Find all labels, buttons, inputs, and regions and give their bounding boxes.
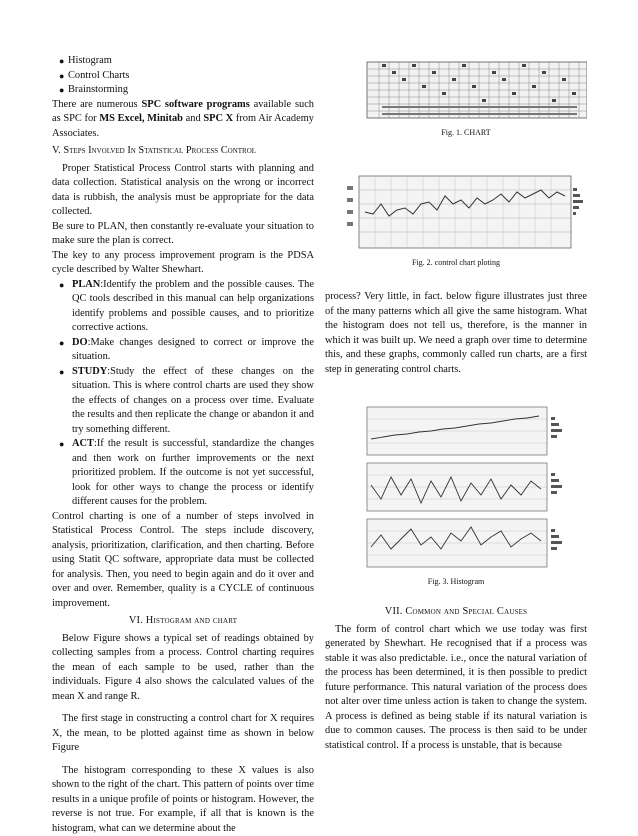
paragraph: Below Figure shows a typical set of readings obtained by collecting samples from a process. Control charting requires the mean of each sample to be used, rather than the individuals. Figure 4 also shows the calculated values of the mean X and range R.: [52, 632, 314, 705]
figure-2-caption: Fig. 2. control chart ploting: [325, 258, 587, 268]
pdsa-item-act: ● ACT:If the result is successful, standardize the changes and then work on further improvements or the next prioritized problem. If the outcome is not yet successful, look for other ways to change the process or identify different causes for the problem.: [52, 437, 314, 510]
bullet-icon: ●: [59, 336, 64, 351]
bullet-icon: ●: [59, 437, 64, 452]
figure-1: [325, 54, 587, 150]
bullet-icon: ●: [59, 365, 64, 380]
section-6-heading: VI. Histogram and chart: [52, 614, 314, 629]
paragraph: Control charting is one of a number of steps involved in Statistical Process Control. The steps include discovery, analysis, prioritization, clarification, and then charting. Before using Statit QC software, appropriate data must be collected for analysis. Then, you need to begin again and do it over and over and over. Remember, quality is a CYCLE of continuous improvement.: [52, 510, 314, 612]
figure-1-caption: Fig. 1. CHART: [325, 128, 587, 138]
readings-table-image: [325, 54, 587, 126]
left-column: [52, 54, 314, 836]
paragraph: process? Very little, in fact. below figure illustrates just three of the many patterns which all give the same histogram. What the histogram does not tell us, therefore, is the manner in which it was built up. We need a graph over time to determine this, and these graphs, commonly called run charts, are a first step in generating control charts.: [325, 290, 587, 377]
control-chart-image: [325, 174, 587, 256]
pdsa-item-plan: ● PLAN:Identify the problem and the possible causes. The QC tools described in this manual can help organizations identify problems and possible causes, and to prioritize corrective actions.: [52, 278, 314, 336]
paragraph: The histogram corresponding to these X values is also shown to the right of the chart. This pattern of points over time results in a unique profile of points or histogram. However, the reverse is not true. For example, if all that is known is the histogram, what can we determine about the: [52, 764, 314, 836]
figure-3: [325, 399, 587, 595]
paragraph: Be sure to PLAN, then constantly re-evaluate your situation to make sure the plan is correct.: [52, 220, 314, 249]
paragraph: The form of control chart which we use today was first generated by Shewhart. He recognised that if a process was stable it was also predictable. i.e., once the natural variation of the process has been determined, it is then possible to predict future performance. This natural variation of the process does not alter over time unless action is taken to change the system. A process is defined as being stable if its natural variation is due to common causes. The process is then said to be under statistical control. If a process is unstable, that is because: [325, 623, 587, 754]
section-5-heading: V. Steps Involved In Statistical Process Control: [52, 144, 314, 159]
bullet-icon: ●: [59, 54, 64, 69]
tools-list: [52, 54, 314, 98]
section-7-heading: VII. Common and Special Causes: [325, 605, 587, 620]
bullet-icon: ●: [59, 278, 64, 293]
list-item: ● Histogram: [52, 54, 314, 69]
figure-2: [325, 174, 587, 286]
list-item: ● Control Charts: [52, 69, 314, 84]
paragraph: The key to any process improvement program is the PDSA cycle described by Walter Shewhart.: [52, 249, 314, 278]
software-paragraph: There are numerous SPC software programs available such as SPC for MS Excel, Minitab and SPC X from Air Academy Associates.: [52, 98, 314, 142]
paragraph: The first stage in constructing a control chart for X requires X, the mean, to be plotted against time as shown in below Figure: [52, 712, 314, 756]
bullet-icon: ●: [59, 69, 64, 84]
pdsa-list: [52, 278, 314, 510]
paragraph: Proper Statistical Process Control starts with planning and data collection. Statistical analysis on the wrong or incorrect data is rubbish, the analysis must be appropriate for the data collected.: [52, 162, 314, 220]
pdsa-item-study: ● STUDY:Study the effect of these changes on the situation. This is where control charts are used they show the effects of changes on a process over time. Evaluate the results and then replicate the change or abandon it and try something different.: [52, 365, 314, 438]
histogram-patterns-image: [325, 399, 587, 575]
right-column: [325, 54, 587, 753]
bullet-icon: ●: [59, 83, 64, 98]
figure-3-caption: Fig. 3. Histogram: [325, 577, 587, 587]
list-item: ● Brainstorming: [52, 83, 314, 98]
pdsa-item-do: ● DO:Make changes designed to correct or improve the situation.: [52, 336, 314, 365]
